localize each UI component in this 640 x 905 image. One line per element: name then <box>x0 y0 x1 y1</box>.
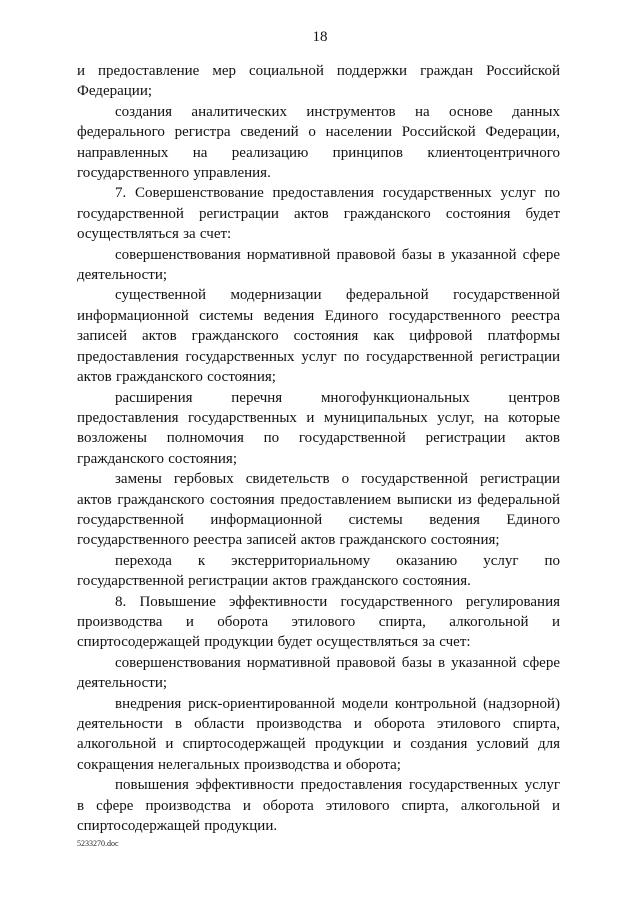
footer-filename: 5233270.doc <box>77 839 119 848</box>
paragraph: 7. Совершенствование предоставления государственных услуг по государственной регистрации актов гражданского состояния будет осуществляться за счет: <box>77 185 560 243</box>
paragraph: замены гербовых свидетельств о государственной регистрации актов гражданского состояния предоставлением выписки из федеральной государственной информационной системы ведения Единого государственного реестра записей актов гражданского состояния; <box>77 471 560 549</box>
paragraph: повышения эффективности предоставления государственных услуг в сфере производства и оборота этилового спирта, алкогольной и спиртосодержащей продукции. <box>77 777 560 835</box>
paragraph: совершенствования нормативной правовой базы в указанной сфере деятельности; <box>77 246 560 284</box>
paragraph: совершенствования нормативной правовой базы в указанной сфере деятельности; <box>77 654 560 692</box>
paragraph: 8. Повышение эффективности государственного регулирования производства и оборота этилового спирта, алкогольной и спиртосодержащей продукции будет осуществляться за счет: <box>77 593 560 651</box>
paragraph: перехода к экстерриториальному оказанию услуг по государственной регистрации актов гражданского состояния. <box>77 552 560 590</box>
paragraph: внедрения риск-ориентированной модели контрольной (надзорной) деятельности в области производства и оборота этилового спирта, алкогольной и спиртосодержащей продукции и создания условий для сокращения нелегальных производства и оборота; <box>77 695 560 773</box>
paragraph: создания аналитических инструментов на основе данных федерального регистра сведений о населении Российской Федерации, направленных на реализацию принципов клиентоцентричного государственного управления. <box>77 103 560 182</box>
paragraph: существенной модернизации федеральной государственной информационной системы ведения Единого государственного реестра записей актов гражданского состояния как цифровой платформы предоставления государственных услуг по государственной регистрации актов гражданского состояния; <box>77 287 560 386</box>
page-number: 18 <box>312 29 328 45</box>
paragraph: расширения перечня многофункциональных центров предоставления государственных и муниципальных услуг, на которые возложены полномочия по государственной регистрации актов гражданского состояния; <box>77 389 560 467</box>
paragraph: и предоставление мер социальной поддержки граждан Российской Федерации; <box>77 63 560 100</box>
document-body <box>77 61 560 836</box>
